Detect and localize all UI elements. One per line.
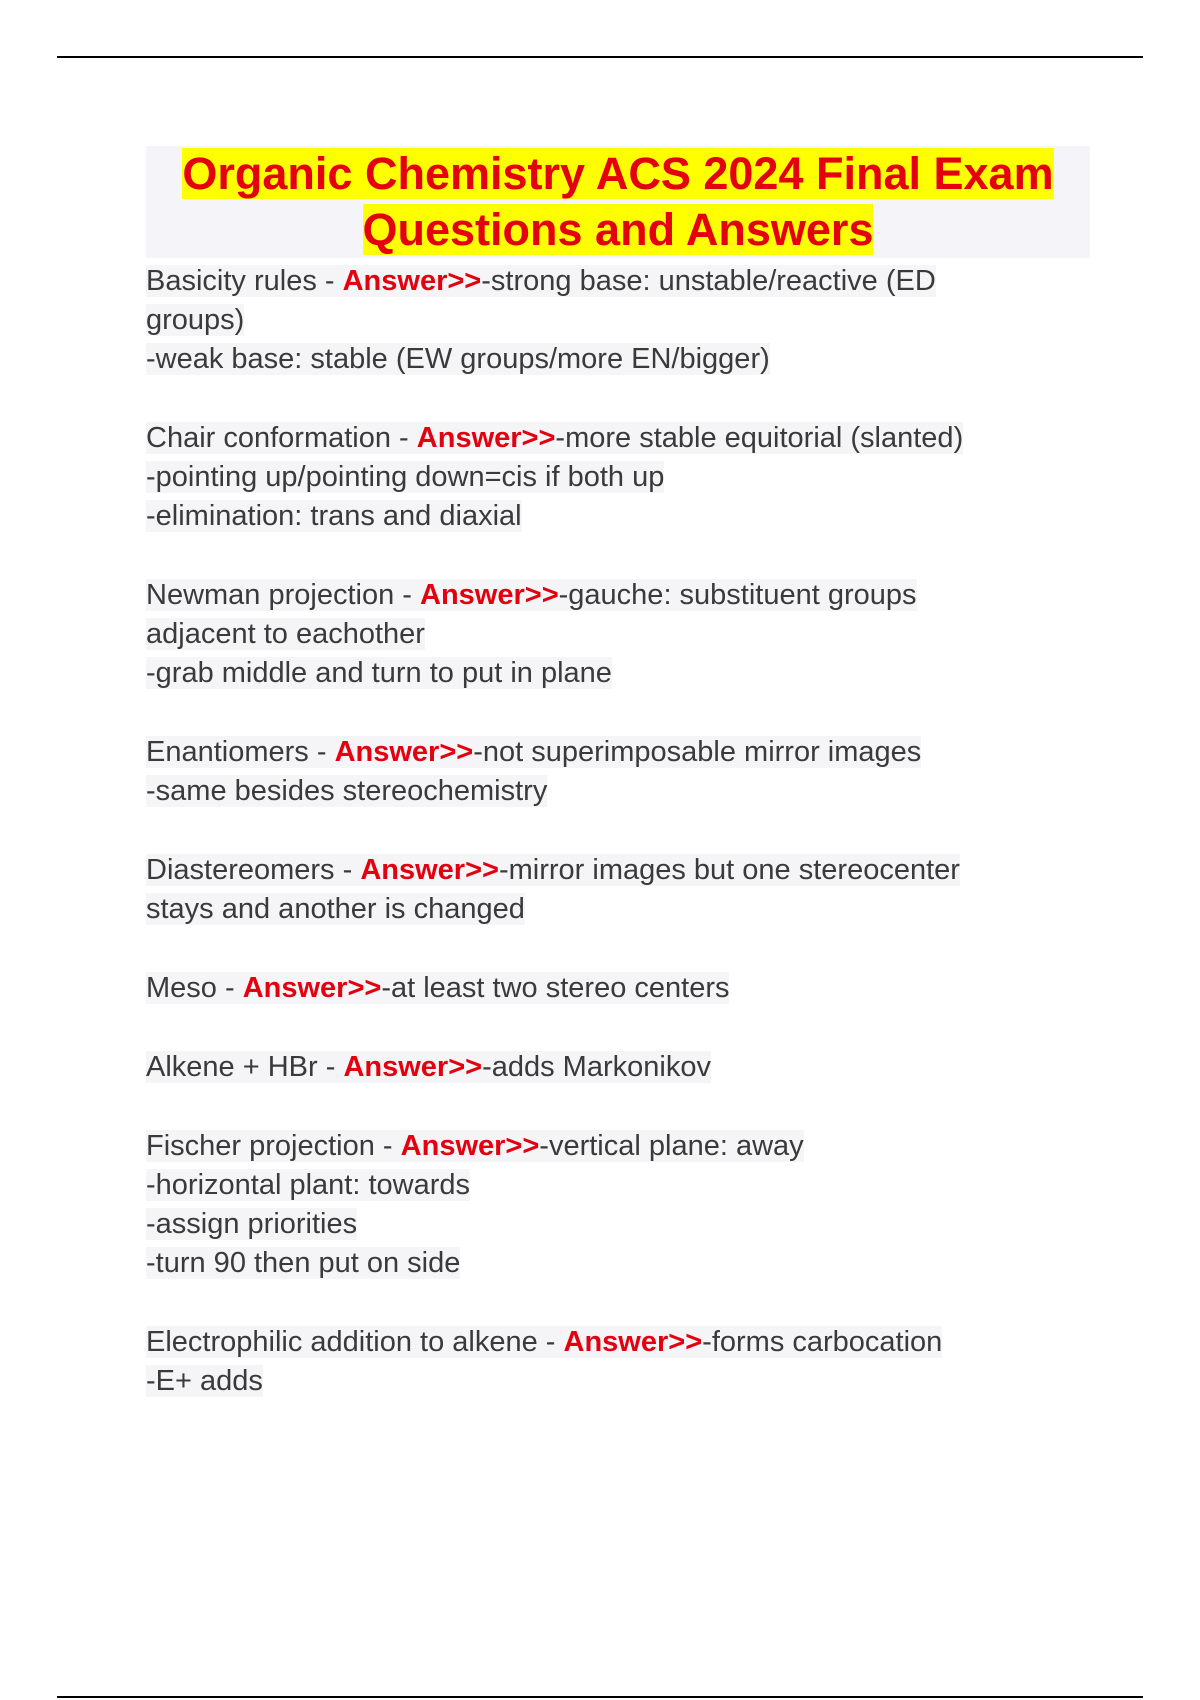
qa-term: Alkene + HBr - xyxy=(146,1051,344,1083)
qa-term: Electrophilic addition to alkene - xyxy=(146,1326,564,1358)
qa-answer-line xyxy=(146,1362,1090,1401)
qa-answer-line xyxy=(146,615,1090,654)
qa-first-line-text xyxy=(146,265,936,297)
qa-item xyxy=(146,576,1090,693)
qa-item xyxy=(146,969,1090,1008)
qa-term: Fischer projection - xyxy=(146,1130,401,1162)
answer-marker: Answer>> xyxy=(400,1130,540,1162)
qa-answer-line-text: adjacent to eachother xyxy=(146,618,425,650)
qa-first-line-text xyxy=(146,972,729,1004)
qa-first-line xyxy=(146,851,1090,890)
qa-answer-text: -strong base: unstable/reactive (ED xyxy=(481,265,936,297)
qa-answer-line xyxy=(146,772,1090,811)
qa-answer-line-text: -horizontal plant: towards xyxy=(146,1169,470,1201)
qa-answer-text: -forms carbocation xyxy=(702,1326,943,1358)
bottom-rule xyxy=(57,1696,1143,1698)
qa-answer-line-text: groups) xyxy=(146,304,245,336)
qa-answer-line xyxy=(146,1205,1090,1244)
qa-first-line xyxy=(146,969,1090,1008)
qa-item xyxy=(146,1048,1090,1087)
document-title-line-2: Questions and Answers xyxy=(362,204,874,255)
top-rule xyxy=(57,56,1143,58)
qa-first-line-text xyxy=(146,1326,942,1358)
qa-answer-line-text: -turn 90 then put on side xyxy=(146,1247,461,1279)
answer-marker: Answer>> xyxy=(420,579,559,611)
qa-term: Newman projection - xyxy=(146,579,420,611)
qa-term: Enantiomers - xyxy=(146,736,335,768)
answer-marker: Answer>> xyxy=(342,265,482,297)
qa-term: Meso - xyxy=(146,972,243,1004)
qa-first-line xyxy=(146,733,1090,772)
qa-term: Diastereomers - xyxy=(146,854,361,886)
answer-marker: Answer>> xyxy=(334,736,474,768)
document-title-line-1: Organic Chemistry ACS 2024 Final Exam xyxy=(182,148,1054,199)
qa-item xyxy=(146,851,1090,929)
qa-first-line xyxy=(146,1048,1090,1087)
qa-item xyxy=(146,733,1090,811)
qa-first-line xyxy=(146,419,1090,458)
qa-answer-line-text: -weak base: stable (EW groups/more EN/bigger) xyxy=(146,343,770,375)
qa-first-line xyxy=(146,1323,1090,1362)
qa-answer-line-text: -pointing up/pointing down=cis if both up xyxy=(146,461,665,493)
qa-item xyxy=(146,419,1090,536)
qa-answer-line xyxy=(146,340,1090,379)
qa-item xyxy=(146,1127,1090,1283)
qa-item xyxy=(146,262,1090,379)
qa-term: Basicity rules - xyxy=(146,265,343,297)
document-body xyxy=(146,146,1090,1441)
qa-first-line-text xyxy=(146,1130,804,1162)
answer-marker: Answer>> xyxy=(360,854,499,886)
qa-answer-line xyxy=(146,458,1090,497)
answer-marker: Answer>> xyxy=(343,1051,483,1083)
qa-first-line-text xyxy=(146,422,963,454)
qa-answer-text: -at least two stereo centers xyxy=(381,972,730,1004)
answer-marker: Answer>> xyxy=(242,972,382,1004)
qa-answer-line xyxy=(146,890,1090,929)
qa-answer-line-text: -elimination: trans and diaxial xyxy=(146,500,522,532)
qa-item xyxy=(146,1323,1090,1401)
qa-answer-text: -adds Markonikov xyxy=(482,1051,711,1083)
qa-answer-line xyxy=(146,1244,1090,1283)
answer-marker: Answer>> xyxy=(563,1326,703,1358)
qa-answer-line xyxy=(146,497,1090,536)
qa-first-line xyxy=(146,576,1090,615)
qa-answer-line-text: -E+ adds xyxy=(146,1365,263,1397)
qa-answer-line xyxy=(146,654,1090,693)
qa-answer-text: -mirror images but one stereocenter xyxy=(498,854,960,886)
qa-answer-text: -more stable equitorial (slanted) xyxy=(555,422,964,454)
qa-first-line xyxy=(146,1127,1090,1166)
title-block xyxy=(146,146,1090,258)
qa-term: Chair conformation - xyxy=(146,422,417,454)
qa-answer-text: -not superimposable mirror images xyxy=(473,736,922,768)
qa-answer-line-text: -assign priorities xyxy=(146,1208,358,1240)
qa-answer-text: -gauche: substituent groups xyxy=(558,579,917,611)
qa-first-line-text xyxy=(146,1051,711,1083)
qa-first-line-text xyxy=(146,854,960,886)
qa-answer-line-text: stays and another is changed xyxy=(146,893,525,925)
qa-answer-line-text: -same besides stereochemistry xyxy=(146,775,548,807)
qa-first-line-text xyxy=(146,579,917,611)
qa-answer-line-text: -grab middle and turn to put in plane xyxy=(146,657,612,689)
qa-list xyxy=(146,262,1090,1401)
qa-answer-line xyxy=(146,301,1090,340)
answer-marker: Answer>> xyxy=(416,422,556,454)
qa-answer-line xyxy=(146,1166,1090,1205)
qa-first-line-text xyxy=(146,736,921,768)
qa-answer-text: -vertical plane: away xyxy=(539,1130,804,1162)
qa-first-line xyxy=(146,262,1090,301)
